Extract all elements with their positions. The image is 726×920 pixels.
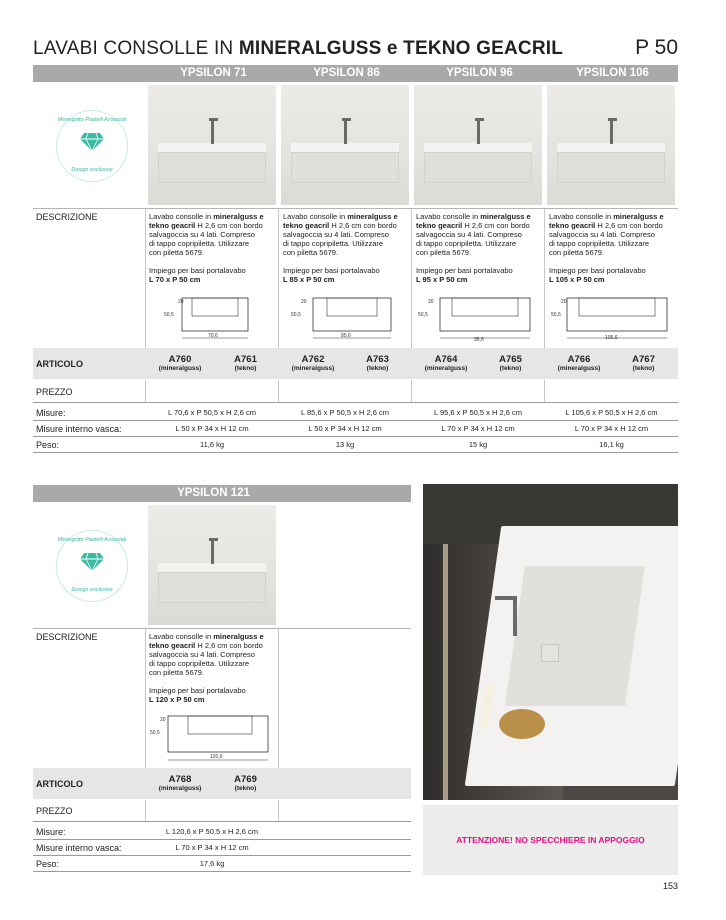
article-code: A767 (tekno) bbox=[632, 354, 655, 372]
diamond-icon bbox=[80, 553, 104, 571]
description-label: DESCRIZIONE bbox=[36, 212, 98, 222]
peso-value: 15 kg bbox=[468, 440, 488, 449]
article-code: A761 (tekno) bbox=[234, 354, 257, 372]
article-code: A762 (mineralguss) bbox=[291, 354, 335, 372]
model-name-header: YPSILON 71 bbox=[180, 67, 247, 79]
peso-label: Peso: bbox=[36, 859, 60, 869]
badge-designer-text: Menegotto Paolelli Associati bbox=[57, 537, 127, 543]
vasca-value: L 70 x P 34 x H 12 cm bbox=[441, 424, 515, 433]
misure-value: L 120,6 x P 50,5 x H 2,6 cm bbox=[165, 827, 259, 836]
article-code: A764 (mineralguss) bbox=[424, 354, 468, 372]
svg-text:20: 20 bbox=[160, 717, 166, 723]
technical-drawing bbox=[291, 288, 403, 344]
misure-label: Misure: bbox=[36, 408, 66, 418]
description-text: Lavabo consolle in mineralguss e tekno geacril H 2,6 cm con bordo salvagoccia su 4 lati. Compreso di tappo copripiletta. Utilizzare con piletta 5679. Impiego per basi portalavabo L 120 x P 50 cm bbox=[149, 632, 264, 704]
badge-designer-text: Menegotto Paolelli Associati bbox=[57, 117, 127, 123]
vasca-value: L 70 x P 34 x H 12 cm bbox=[175, 843, 249, 852]
misure-label: Misure: bbox=[36, 827, 66, 837]
article-code: A768 (mineralguss) bbox=[158, 774, 202, 792]
peso-value: 16,1 kg bbox=[599, 440, 624, 449]
svg-text:20: 20 bbox=[178, 299, 184, 305]
peso-value: 11,6 kg bbox=[199, 440, 225, 449]
article-code: A763 (tekno) bbox=[366, 354, 389, 372]
page-number: 153 bbox=[662, 881, 678, 891]
peso-value: 17,6 kg bbox=[199, 859, 225, 868]
svg-text:85,6: 85,6 bbox=[341, 333, 351, 339]
article-code: A760 (mineralguss) bbox=[158, 354, 202, 372]
page-code: P 50 bbox=[635, 36, 678, 59]
technical-drawing bbox=[160, 288, 260, 344]
model-name-header: YPSILON 96 bbox=[446, 67, 513, 79]
technical-drawing bbox=[418, 288, 538, 344]
description-text: Lavabo consolle in mineralguss e tekno geacril H 2,6 cm con bordo salvagoccia su 4 lati. Compreso di tappo copripiletta. Utilizzare con piletta 5679. Impiego per basi portalavabo L 105 x P 50 cm bbox=[549, 212, 664, 284]
description-text: Lavabo consolle in mineralguss e tekno geacril H 2,6 cm con bordo salvagoccia su 4 lati. Compreso di tappo copripiletta. Utilizzare con piletta 5679. Impiego per basi portalavabo L 70 x P 50 cm bbox=[149, 212, 264, 284]
article-label: ARTICOLO bbox=[36, 359, 83, 369]
svg-text:20: 20 bbox=[561, 299, 567, 305]
misure-value: L 95,6 x P 50,5 x H 2,6 cm bbox=[434, 408, 522, 417]
product-photo bbox=[414, 85, 542, 205]
page-title: LAVABI CONSOLLE IN MINERALGUSS e TEKNO GEACRIL bbox=[33, 38, 564, 59]
svg-text:95,6: 95,6 bbox=[474, 337, 484, 343]
diamond-icon bbox=[80, 133, 104, 151]
peso-label: Peso: bbox=[36, 440, 60, 450]
vasca-value: L 50 x P 34 x H 12 cm bbox=[308, 424, 382, 433]
article-code: A769 (tekno) bbox=[234, 774, 257, 792]
vasca-value: L 70 x P 34 x H 12 cm bbox=[574, 424, 649, 433]
svg-text:50,5: 50,5 bbox=[150, 730, 160, 736]
svg-text:50,5: 50,5 bbox=[291, 312, 301, 318]
article-label: ARTICOLO bbox=[36, 779, 83, 789]
misure-value: L 70,6 x P 50,5 x H 2,6 cm bbox=[168, 408, 256, 417]
misure-vasca-label: Misure interno vasca: bbox=[36, 843, 122, 853]
svg-text:20: 20 bbox=[428, 299, 434, 305]
vasca-value: L 50 x P 34 x H 12 cm bbox=[175, 424, 249, 433]
product-photo bbox=[281, 85, 409, 205]
peso-value: 13 kg bbox=[335, 440, 355, 449]
designer-badge bbox=[56, 530, 128, 602]
models-header-bar bbox=[33, 65, 678, 82]
price-label: PREZZO bbox=[36, 806, 73, 816]
svg-text:50,5: 50,5 bbox=[164, 312, 174, 318]
description-label: DESCRIZIONE bbox=[36, 632, 98, 642]
technical-drawing bbox=[549, 288, 673, 344]
svg-text:120,6: 120,6 bbox=[210, 754, 223, 760]
article-code: A766 (mineralguss) bbox=[557, 354, 601, 372]
product-photo bbox=[148, 85, 276, 205]
ambient-photo bbox=[423, 484, 678, 800]
product-photo bbox=[547, 85, 675, 205]
svg-text:20: 20 bbox=[301, 299, 307, 305]
price-label: PREZZO bbox=[36, 387, 73, 397]
badge-exclusive-text: Design exclusive bbox=[71, 167, 113, 173]
svg-text:50,5: 50,5 bbox=[551, 312, 561, 318]
model-name-header: YPSILON 121 bbox=[177, 487, 250, 499]
svg-text:70,6: 70,6 bbox=[208, 333, 218, 339]
misure-value: L 85,6 x P 50,5 x H 2,6 cm bbox=[301, 408, 389, 417]
svg-text:105,6: 105,6 bbox=[605, 335, 618, 341]
warning-box: ATTENZIONE! NO SPECCHIERE IN APPOGGIO bbox=[423, 805, 678, 875]
designer-badge bbox=[56, 110, 128, 182]
article-code: A765 (tekno) bbox=[499, 354, 522, 372]
misure-value: L 105,6 x P 50,5 x H 2,6 cm bbox=[565, 408, 658, 417]
technical-drawing bbox=[148, 706, 276, 764]
misure-vasca-label: Misure interno vasca: bbox=[36, 424, 122, 434]
badge-exclusive-text: Design exclusive bbox=[71, 587, 113, 593]
svg-text:50,5: 50,5 bbox=[418, 312, 428, 318]
model-header-bar bbox=[33, 485, 411, 502]
model-name-header: YPSILON 86 bbox=[313, 67, 380, 79]
model-name-header: YPSILON 106 bbox=[576, 67, 649, 79]
description-text: Lavabo consolle in mineralguss e tekno geacril H 2,6 cm con bordo salvagoccia su 4 lati. Compreso di tappo copripiletta. Utilizzare con piletta 5679. Impiego per basi portalavabo L 85 x P 50 cm bbox=[283, 212, 398, 284]
product-photo bbox=[148, 505, 276, 625]
description-text: Lavabo consolle in mineralguss e tekno geacril H 2,6 cm con bordo salvagoccia su 4 lati. Compreso di tappo copripiletta. Utilizzare con piletta 5679. Impiego per basi portalavabo L 95 x P 50 cm bbox=[416, 212, 531, 284]
